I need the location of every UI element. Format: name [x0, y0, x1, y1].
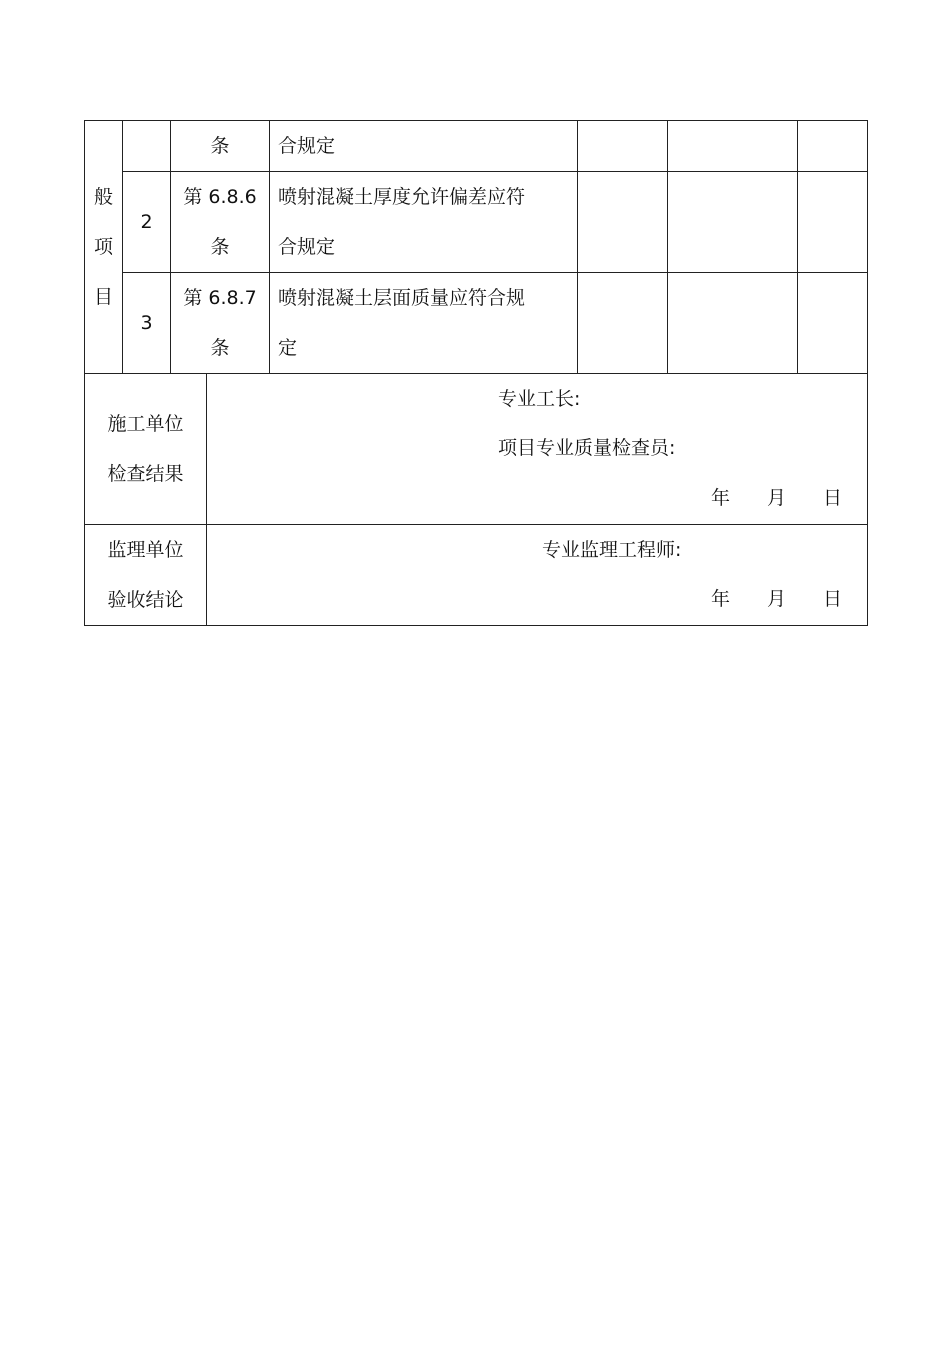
item-number-cell: 2 — [123, 172, 171, 273]
description-cell — [270, 273, 578, 374]
blank-cell — [798, 273, 868, 374]
day-label: 日 — [823, 487, 843, 509]
item-number-cell — [123, 121, 171, 172]
description-text: 合规定 — [278, 135, 336, 157]
clause-text: 条 — [210, 236, 230, 258]
description-text: 合规定 — [278, 236, 336, 258]
table-row — [85, 374, 868, 525]
month-label: 月 — [767, 588, 787, 610]
inspection-form-table — [84, 120, 868, 626]
description-text: 定 — [278, 337, 298, 359]
supervising-engineer-label: 专业监理工程师: — [542, 539, 682, 561]
blank-cell — [668, 273, 798, 374]
construction-signature-cell — [207, 374, 868, 525]
description-cell — [270, 172, 578, 273]
category-char: 项 — [93, 236, 113, 258]
description-text: 喷射混凝土厚度允许偏差应符 — [278, 186, 526, 208]
blank-cell — [578, 121, 668, 172]
blank-cell — [668, 172, 798, 273]
section-label: 检查结果 — [107, 463, 184, 485]
clause-text: 条 — [210, 135, 230, 157]
clause-text: 条 — [210, 337, 230, 359]
month-label: 月 — [767, 487, 787, 509]
blank-cell — [578, 273, 668, 374]
clause-text: 第 6.8.6 — [183, 186, 257, 208]
supervision-signature-cell — [207, 525, 868, 626]
table-row — [85, 172, 868, 273]
blank-cell — [798, 172, 868, 273]
clause-cell — [171, 273, 270, 374]
construction-date — [711, 485, 842, 511]
quality-inspector-label: 项目专业质量检查员: — [498, 437, 676, 459]
category-char: 般 — [93, 186, 113, 208]
clause-text: 第 6.8.7 — [183, 287, 257, 309]
description-text: 喷射混凝土层面质量应符合规 — [278, 287, 526, 309]
year-label: 年 — [711, 588, 731, 610]
blank-cell — [578, 172, 668, 273]
day-label: 日 — [823, 588, 843, 610]
clause-cell — [171, 121, 270, 172]
table-row — [85, 121, 868, 172]
section-label: 验收结论 — [107, 589, 184, 611]
blank-cell — [668, 121, 798, 172]
general-items-category-cell — [85, 121, 123, 374]
table-row — [85, 273, 868, 374]
section-label: 施工单位 — [107, 413, 184, 435]
supervision-unit-label-cell — [85, 525, 207, 626]
section-label: 监理单位 — [107, 539, 184, 561]
category-char: 目 — [93, 286, 113, 308]
table-row — [85, 525, 868, 626]
blank-cell — [798, 121, 868, 172]
year-label: 年 — [711, 487, 731, 509]
item-number-cell: 3 — [123, 273, 171, 374]
description-cell — [270, 121, 578, 172]
foreman-label: 专业工长: — [498, 388, 581, 410]
supervision-date — [711, 586, 842, 612]
clause-cell — [171, 172, 270, 273]
construction-unit-label-cell — [85, 374, 207, 525]
